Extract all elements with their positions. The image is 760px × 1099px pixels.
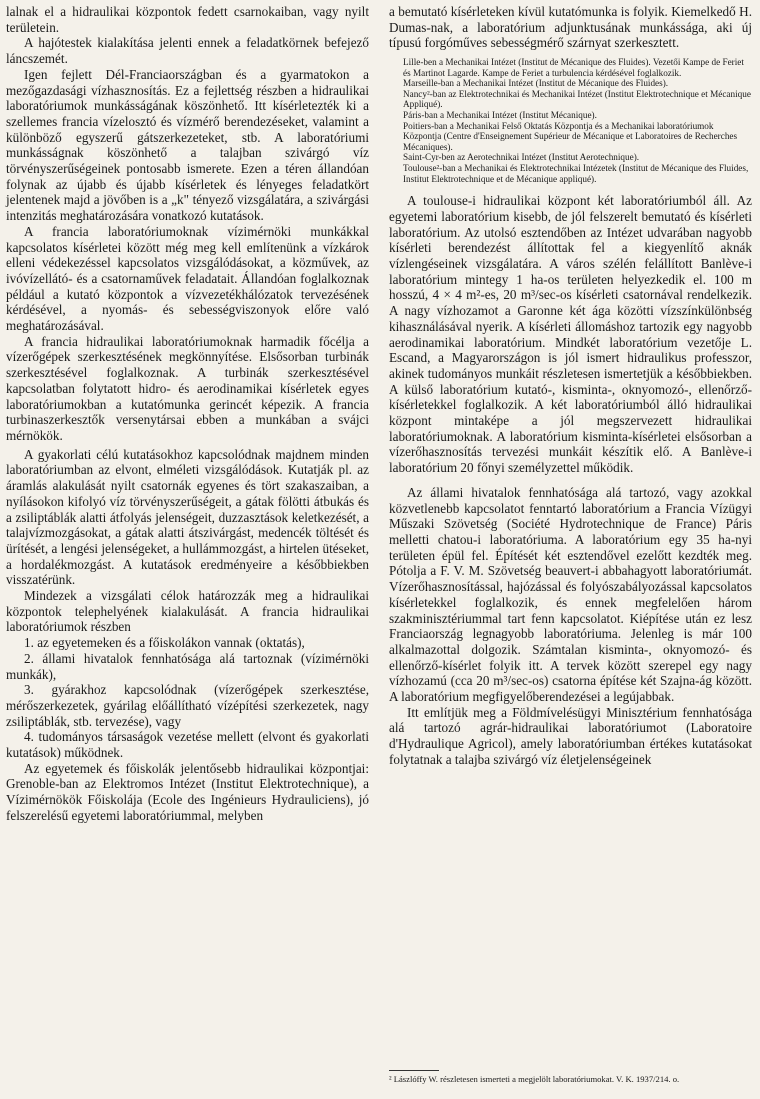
- list-item: Marseille-ban a Mechanikai Intézet (Institut de Mécanique des Fluides).: [403, 78, 669, 89]
- paragraph: A toulouse-i hidraulikai központ két laboratóriumból áll. Az egyetemi laboratórium kisebb, de jól felszerelt bemutató és kísérleti laboratórium. Az utolsó esztendőben az Intézet udvarában nagyobb kísérleti berendezést állítottak fel a kiegyenlítő aknák vízlengéseinek vizsgálatára. A város szélén felállított Banlève-i laboratórium mintegy 1 ha-os területen helyezkedik el. 100 m hosszú, 4 × 4 m²-es, 20 m³/sec-os kísérleti csatornával rendelkezik. A nagy vízhozamot a Garonne két ága közötti vízszínkülönbség kihasználásával nyerik. A kísérleti állomáshoz tartozik egy nagyobb aerodinamikai laboratórium. Mindkét laboratórium vezetője L. Escand, a Magyarországon is jól ismert hidraulikus professzor, akinek tudományos munkáit részletesen ismertetjük a későbbiekben. A külső laboratórium kutató-, kisminta-, oknyomozó-, ellenőrző-kísérletekkel foglalkozik. A két laboratóriumból álló hidraulikai központ mintaképe a jól megszervezett hidraulikai laboratóriumoknak. A laboratórium kisminta-kísérletei elsősorban a vízerőhasznosítás tervezési munkáit készítik elő. A Banlève-i laboratórium 20 főnyi személyzettel működik.: [389, 193, 752, 476]
- list-item: Toulouse²-ban a Mechanikai és Elektrotechnikai Intézetek (Institut de Mécanique des Fluides, Institut Elektrotechnique et de Mécanique appliqué).: [403, 163, 749, 184]
- list-item: 3. gyárakhoz kapcsolódnak (vízerőgépek szerkesztése, mérőszerkezetek, gyárilag előállítható vízépítési szerkezetek, nagy zsiliptáblák, stb. tervezése), vagy: [6, 682, 369, 729]
- list-item: Nancy²-ban az Elektrotechnikai és Mechanikai Intézet (Institut Elektrotechnique et Mécanique Appliqué).: [403, 88, 751, 110]
- left-column: [6, 4, 369, 824]
- paragraph: A francia hidraulikai laboratóriumoknak harmadik főcélja a vízerőgépek szerkesztésének megkönnyítése. Elsősorban turbinák szerkesztésével foglalkoznak. A turbinák szerkesztésével kapcsolatban folytatott hidro- és aerodinamikai kísérletek egyes laboratóriumokban a kutatómunka gerincét képezik. A francia turbinaszerkesztők versenytársai ebben a munkában a svájci mérnökök.: [6, 333, 369, 443]
- paragraph: Az állami hivatalok fennhatósága alá tartozó, vagy azokkal közvetlenebb kapcsolatot fenntartó laboratórium a Francia Vízügyi Műszaki Szövetség (Société Hydrotechnique de France) Páris melletti chatou-i laboratóriuma. A laboratórium egy 35 ha-nyi területen épül fel. Építését két esztendővel ezelőtt kezdték meg. Pótolja a F. V. M. Szövetség beauvert-i abbahagyott laboratóriumát. Vízerőhasznosítással, hajózással és folyószabályozással kapcsolatos kísérletekkel foglalkozik, és ennek megfelelően három szakminisztériummal tart fenn kapcsolatot. Kiépítése után ez lesz Franciaország legnagyobb laboratóriuma. Jelenleg is már 100 alkalmazottal dolgozik. Számtalan kisminta-, oknyomozó- és ellenőrző-kísérlet folyik itt. A tervek között szerepel egy nagy vízhozamú (cca 20 m³/sec-os) csatorna építése két Szajna-ág között. A laboratórium megfigyelőberendezései a legújabbak.: [389, 484, 752, 705]
- footnote-divider: [389, 1070, 439, 1071]
- right-column: [389, 4, 752, 768]
- list-item: 4. tudományos társaságok vezetése mellett (elvont és gyakorlati kutatások) működnek.: [6, 729, 369, 761]
- footnote: ² Lászlóffy W. részletesen ismerteti a megjelölt laboratóriumokat. V. K. 1937/214. o.: [389, 1074, 680, 1084]
- paragraph: Igen fejlett Dél-Franciaországban és a gyarmatokon a mezőgazdasági vízhasznosítás. Ez a fejlettség részben a hidraulikai laboratóriumok munkásságának köszönhető. Itt kísérletezték ki a szellemes francia vízelosztó és vízmérő berendezéseket, valamint a különböző egyszerű gátszerkezeteket, stb. A laboratóriumi munkásságnak köszönhető a talajban szivárgó víz törvényszerűségeinek pontosabb ismerete. Ezen a téren állandóan folynak az újabb és újabb kísérletek és lényeges feladatkört jelentenek majd a jövőben is a „k" tényező vizsgálatára, a szivárgási intenzitás meghatározására vonatkozó kutatások.: [6, 66, 369, 224]
- list-item: Páris-ban a Mechanikai Intézet (Institut Mécanique).: [403, 110, 597, 121]
- paragraph: lalnak el a hidraulikai központok fedett csarnokaiban, vagy nyilt területein.: [6, 4, 369, 35]
- paragraph: Itt említjük meg a Földmívelésügyi Minisztérium fennhatósága alá tartozó agrár-hidraulikai laboratóriumot (Laboratoire d'Hydraulique Agricol), amely laboratóriumban értékes kutatásokat folytatnak a talajba szivárgó víz életjelenségeinek: [389, 704, 752, 767]
- paragraph: A francia laboratóriumoknak vízimérnöki munkákkal kapcsolatos kísérletei között még meg kell említenünk a vízkárok elleni védekezéssel kapcsolatos vizsgálódásokat, a közművek, az ivóvízellátó- és a csatornaművek feladatait. Állandóan foglalkoznak például a kutató központok a vízvezetékhálózatok tervezésének kérdésével, a nyomás- és sebességviszonyok előre való meghatározásával.: [6, 223, 369, 334]
- paragraph: Az egyetemek és főiskolák jelentősebb hidraulikai központjai: Grenoble-ban az Elektromos Intézet (Institut Elektrotechnique), a Vízimérnökök Főiskolája (Ecole des Ingénieurs Hydrauliciens), jó felszerelésű egyetemi laboratóriummal, melyben: [6, 760, 369, 823]
- paragraph: a bemutató kísérleteken kívül kutatómunka is folyik. Kiemelkedő H. Dumas-nak, a laboratórium adjunktusának munkássága, aki új típusú forgóműves sebességmérő szárnyat szerkesztett.: [389, 4, 752, 51]
- list-item: Saint-Cyr-ben az Aerotechnikai Intézet (Institut Aerotechnique).: [403, 152, 640, 163]
- list-item: 2. állami hivatalok fennhatósága alá tartoznak (vízimérnöki munkák),: [6, 650, 369, 682]
- paragraph: A hajótestek kialakítása jelenti ennek a feladatkörnek befejező láncszemét.: [6, 35, 369, 67]
- paragraph: Mindezek a vizsgálati célok határozzák meg a hidraulikai központok telephelyének kialakulását. A francia hidraulikai laboratóriumok részben: [6, 588, 369, 635]
- list-item: Lille-ben a Mechanikai Intézet (Institut de Mécanique des Fluides). Vezetői Kampe de Feriet és Martinot Lagarde. Kampe de Feriet a turbulencia kérdésével foglalkozik.: [403, 57, 744, 78]
- list-item: Poitiers-ban a Mechanikai Felső Oktatás Központja és a Mechanikai laboratóriumok Központja (Centre d'Enseignement Supérieur de Mécanique et Laboratoires de Recherches Mécaniques).: [403, 120, 738, 152]
- list-item: 1. az egyetemeken és a főiskolákon vannak (oktatás),: [24, 635, 305, 651]
- paragraph: A gyakorlati célú kutatásokhoz kapcsolódnak majdnem minden laboratóriumban az elvont, elméleti vizsgálódások. Kutatják pl. az áramlás alakulását nyilt csatornák egyenes és tört szakaszaiban, a nyílásokon kifolyó víz törvényszerűségeit, a gátak fölötti átbukás és a zsiliptáblák alatti átfolyás jelenségeit, duzzasztások keletkezését, a talajvízmozgásokat, a gátak alatti átszivárgást, medencék töltését és ürítését, a lengési jelenségeket, a hullámmozgást, a hirtelen ütéseket, a hordalékmozgást. A kutatások eredményeire a későbbiekben visszatérünk.: [6, 446, 369, 588]
- institute-list: [389, 57, 752, 184]
